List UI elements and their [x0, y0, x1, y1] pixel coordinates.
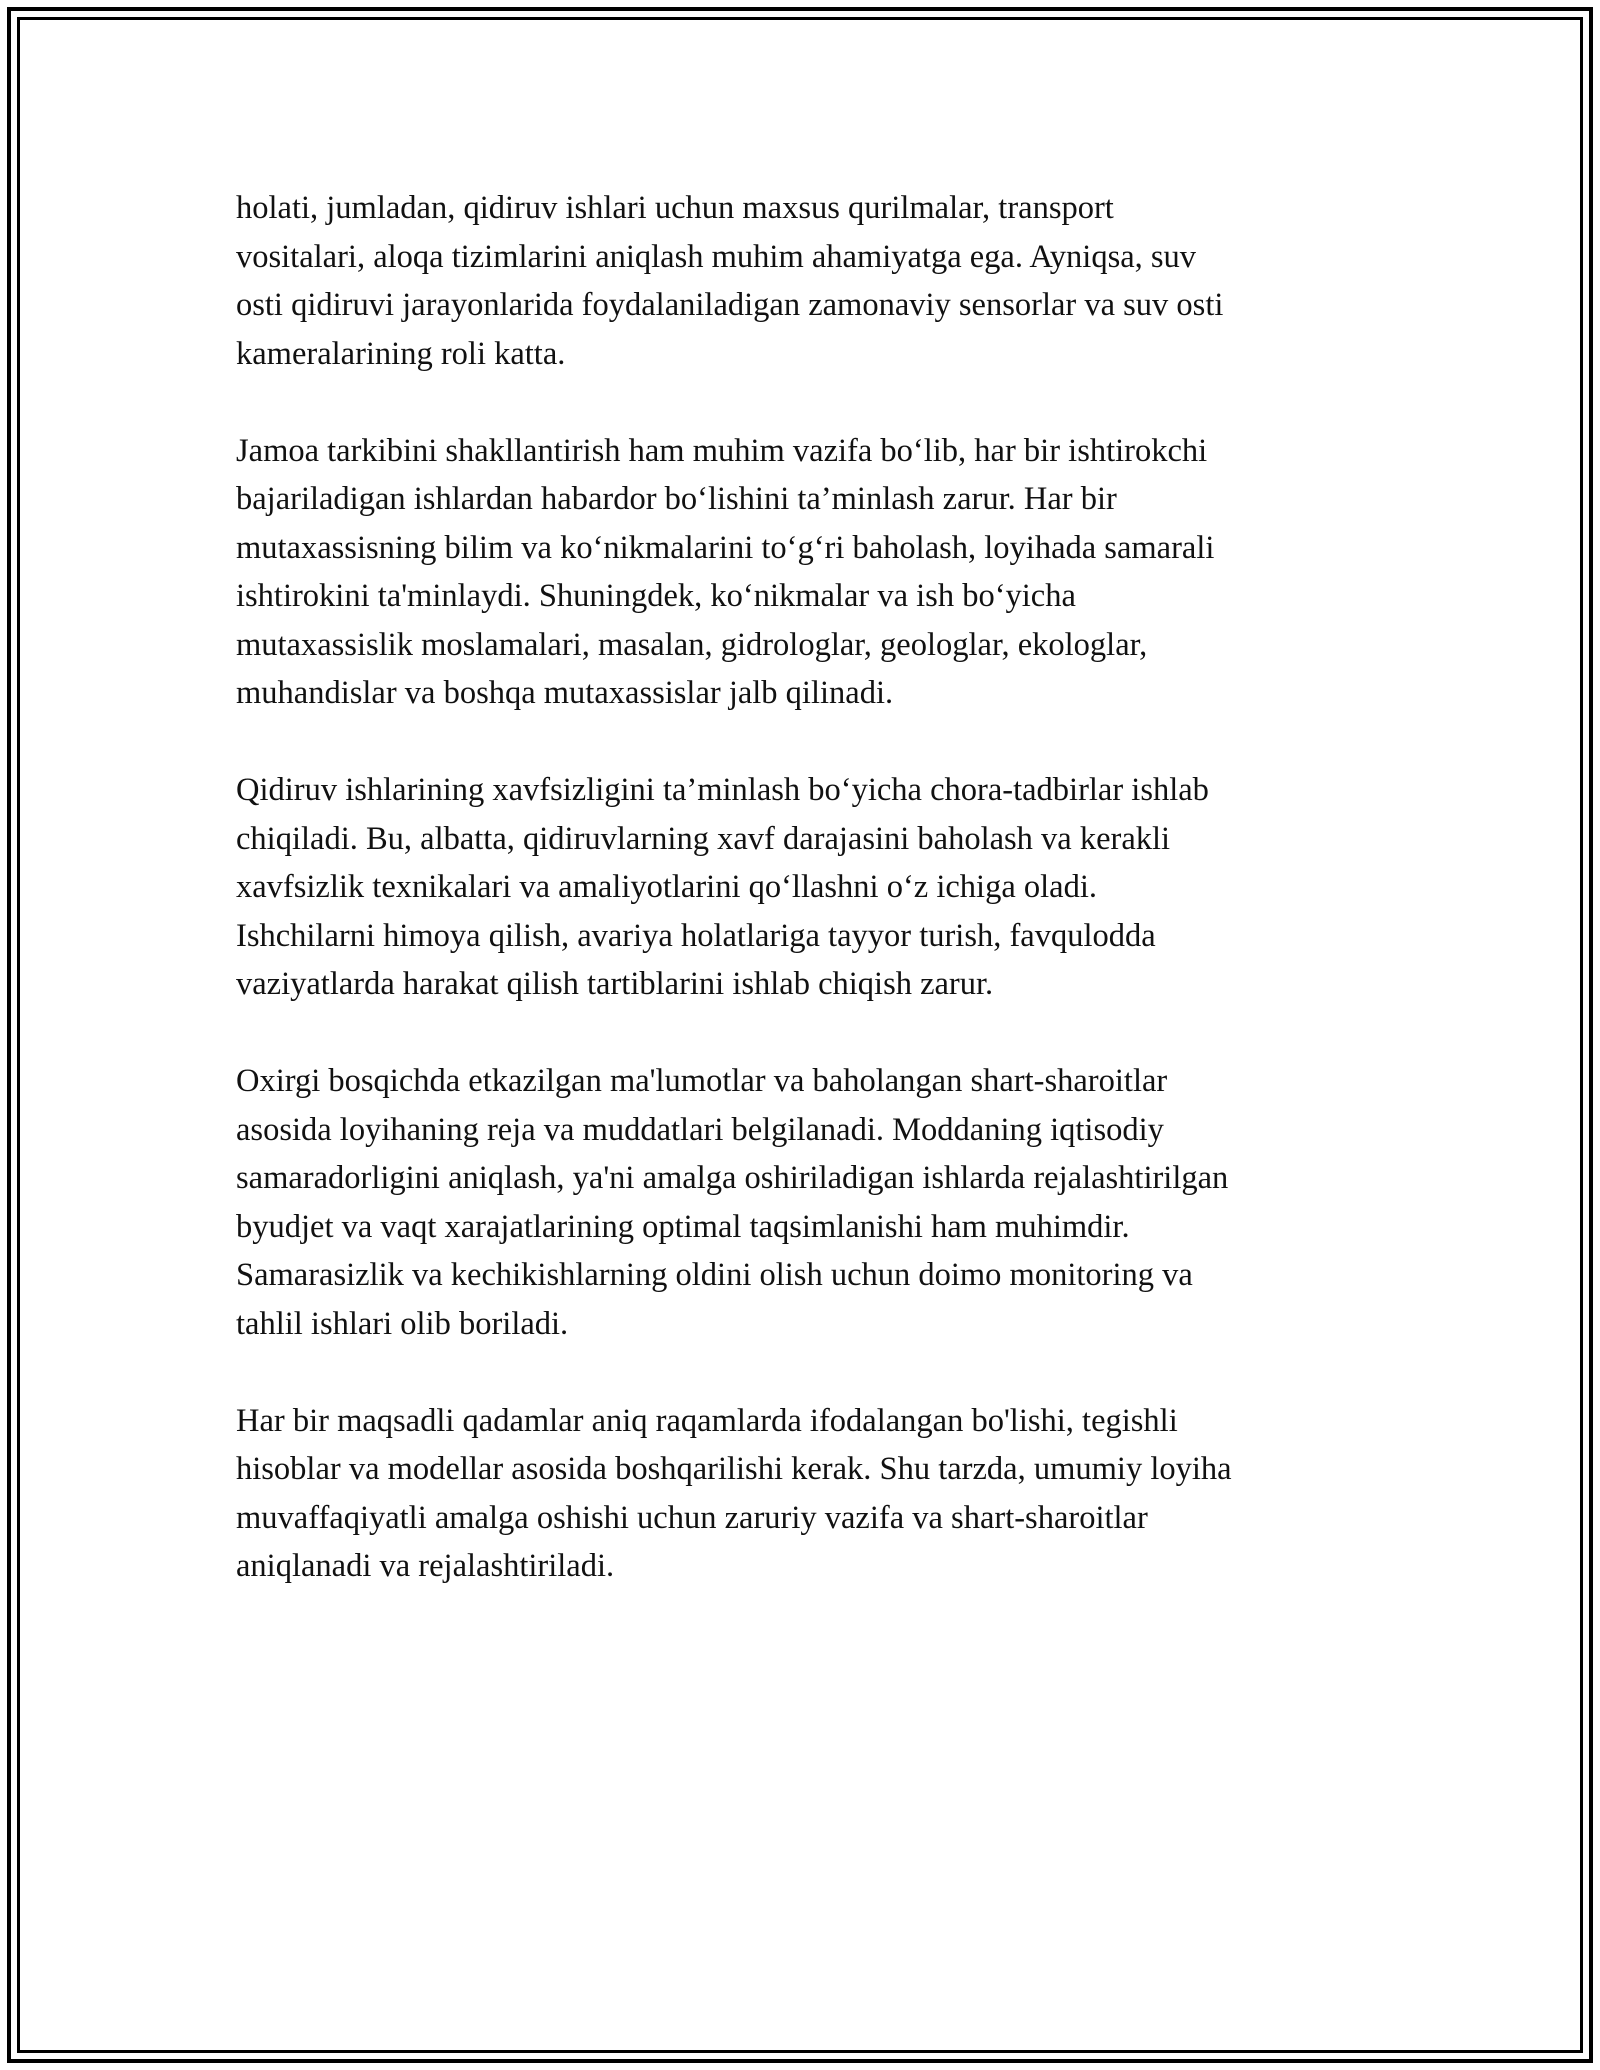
text-line: kameralarining roli katta.	[236, 335, 566, 372]
text-line: Jamoa tarkibini shakllantirish ham muhim vazifa bo‘lib, har bir ishtirokchi	[236, 432, 1208, 469]
paragraph	[236, 427, 1376, 718]
document-body	[236, 184, 1376, 1639]
text-line: byudjet va vaqt xarajatlarining optimal taqsimlanishi ham muhimdir.	[236, 1208, 1130, 1245]
paragraph	[236, 1057, 1376, 1348]
text-line: chiqiladi. Bu, albatta, qidiruvlarning xavf darajasini baholash va kerakli	[236, 820, 1171, 857]
text-line: samaradorligini aniqlash, ya'ni amalga oshiriladigan ishlarda rejalashtirilgan	[236, 1160, 1229, 1196]
text-line: Oxirgi bosqichda etkazilgan ma'lumotlar va baholangan shart-sharoitlar	[236, 1063, 1168, 1099]
paragraph	[236, 766, 1376, 1009]
paragraph	[236, 184, 1376, 378]
text-line: vaziyatlarda harakat qilish tartiblarini ishlab chiqish zarur.	[236, 966, 994, 1002]
text-line: hisoblar va modellar asosida boshqarilishi kerak. Shu tarzda, umumiy loyiha	[236, 1451, 1232, 1487]
text-line: ishtirokini ta'minlaydi. Shuningdek, ko‘nikmalar va ish bo‘yicha	[236, 578, 1076, 614]
paragraph	[236, 1397, 1376, 1591]
text-line: mutaxassislik moslamalari, masalan, gidrologlar, geologlar, ekologlar,	[236, 626, 1148, 663]
text-line: holati, jumladan, qidiruv ishlari uchun maxsus qurilmalar, transport	[236, 190, 1114, 226]
text-line: Ishchilarni himoya qilish, avariya holatlariga tayyor turish, favqulodda	[236, 917, 1156, 954]
text-line: osti qidiruvi jarayonlarida foydalaniladigan zamonaviy sensorlar va suv osti	[236, 287, 1224, 323]
text-line: Samarasizlik va kechikishlarning oldini olish uchun doimo monitoring va	[236, 1257, 1193, 1293]
text-line: vositalari, aloqa tizimlarini aniqlash muhim ahamiyatga ega. Ayniqsa, suv	[236, 238, 1197, 275]
text-line: muvaffaqiyatli amalga oshishi uchun zaruriy vazifa va shart-sharoitlar	[236, 1499, 1148, 1536]
text-line: mutaxassisning bilim va ko‘nikmalarini to‘g‘ri baholash, loyihada samarali	[236, 529, 1215, 566]
text-line: asosida loyihaning reja va muddatlari belgilanadi. Moddaning iqtisodiy	[236, 1111, 1164, 1148]
text-line: tahlil ishlari olib boriladi.	[236, 1305, 569, 1342]
text-line: Har bir maqsadli qadamlar aniq raqamlarda ifodalangan bo'lishi, tegishli	[236, 1402, 1178, 1439]
text-line: bajariladigan ishlardan habardor bo‘lishini ta’minlash zarur. Har bir	[236, 481, 1117, 517]
text-line: Qidiruv ishlarining xavfsizligini ta’minlash bo‘yicha chora-tadbirlar ishlab	[236, 772, 1209, 808]
text-line: muhandislar va boshqa mutaxassislar jalb qilinadi.	[236, 675, 894, 711]
text-line: xavfsizlik texnikalari va amaliyotlarini qo‘llashni o‘z ichiga oladi.	[236, 869, 1097, 905]
text-line: aniqlanadi va rejalashtiriladi.	[236, 1548, 615, 1584]
